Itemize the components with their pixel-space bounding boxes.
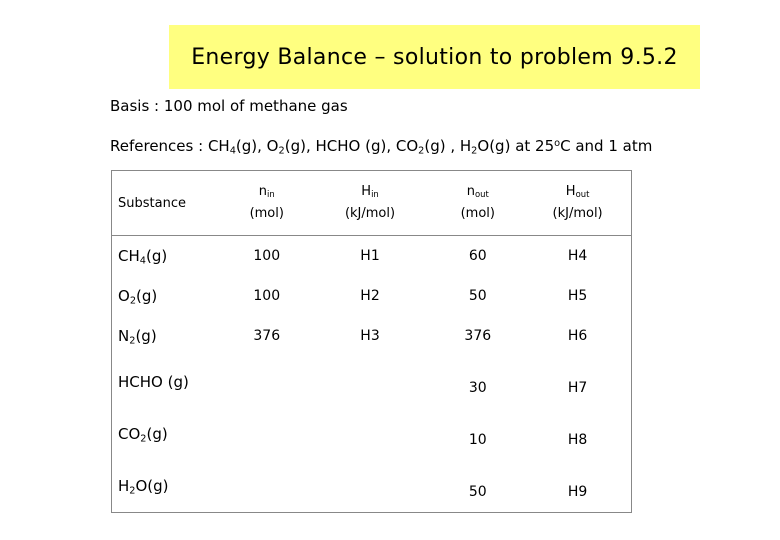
- table-header-row: [112, 171, 632, 236]
- title-banner: [169, 25, 700, 89]
- table-row: [112, 276, 632, 316]
- substance-cell: $CO_2(g)$: [112, 408, 225, 460]
- h-out-cell: H7: [524, 356, 631, 408]
- n-in-cell: [225, 460, 309, 513]
- table-row: [112, 316, 632, 356]
- table-row: [112, 236, 632, 277]
- h-in-cell: H3: [360, 328, 380, 344]
- n-in-cell: [225, 356, 309, 408]
- substance-cell: HCHO (g): [112, 356, 225, 408]
- substance-cell: $O_2(g)$: [112, 276, 225, 316]
- header-h-out: $H_{out}$ (kJ/mol): [524, 171, 631, 236]
- h-out-cell: H8: [524, 408, 631, 460]
- header-n-in: $n_{in}$ (mol): [225, 171, 309, 236]
- header-h-in: $H_{in}$ (kJ/mol): [309, 171, 432, 236]
- n-out-cell: 10: [468, 432, 487, 448]
- h-in-cell: H2: [360, 288, 380, 304]
- h-out-cell: H6: [524, 316, 631, 356]
- substance-cell: $CH_4(g)$: [112, 236, 225, 277]
- substance-cell: $H_2O(g)$: [112, 460, 225, 513]
- header-n-out: $n_{out}$ (mol): [431, 171, 524, 236]
- page-title: Energy Balance – solution to problem 9.5.2: [191, 44, 678, 70]
- energy-balance-table: [111, 170, 632, 513]
- h-in-cell: H1: [309, 236, 432, 277]
- h-out-cell: H5: [524, 276, 631, 316]
- h-in-cell: [309, 408, 432, 460]
- n-out-cell: 50: [468, 288, 487, 304]
- n-in-cell: 100: [225, 236, 309, 277]
- table-row: [112, 460, 632, 513]
- h-out-cell: H4: [524, 236, 631, 277]
- n-in-cell: [225, 408, 309, 460]
- n-out-cell: 30: [468, 380, 487, 396]
- basis-text: Basis : 100 mol of methane gas: [110, 97, 348, 115]
- n-in-cell: 376: [253, 328, 281, 344]
- n-out-cell: 50: [431, 460, 524, 513]
- header-substance: Substance: [112, 171, 225, 236]
- table-row: [112, 356, 632, 408]
- n-out-cell: 60: [431, 236, 524, 277]
- n-out-cell: 376: [464, 328, 492, 344]
- h-out-cell: H9: [524, 460, 631, 513]
- references-text: References : $CH_4(g)$, $O_2(g)$, HCHO (g), $CO_2(g)$ , $H_2O(g)$ at 25$^o$C and 1 atm: [110, 137, 653, 157]
- h-in-cell: [309, 460, 432, 513]
- table-row: [112, 408, 632, 460]
- n-in-cell: 100: [253, 288, 281, 304]
- h-in-cell: [309, 356, 432, 408]
- substance-cell: $N_2(g)$: [112, 316, 225, 356]
